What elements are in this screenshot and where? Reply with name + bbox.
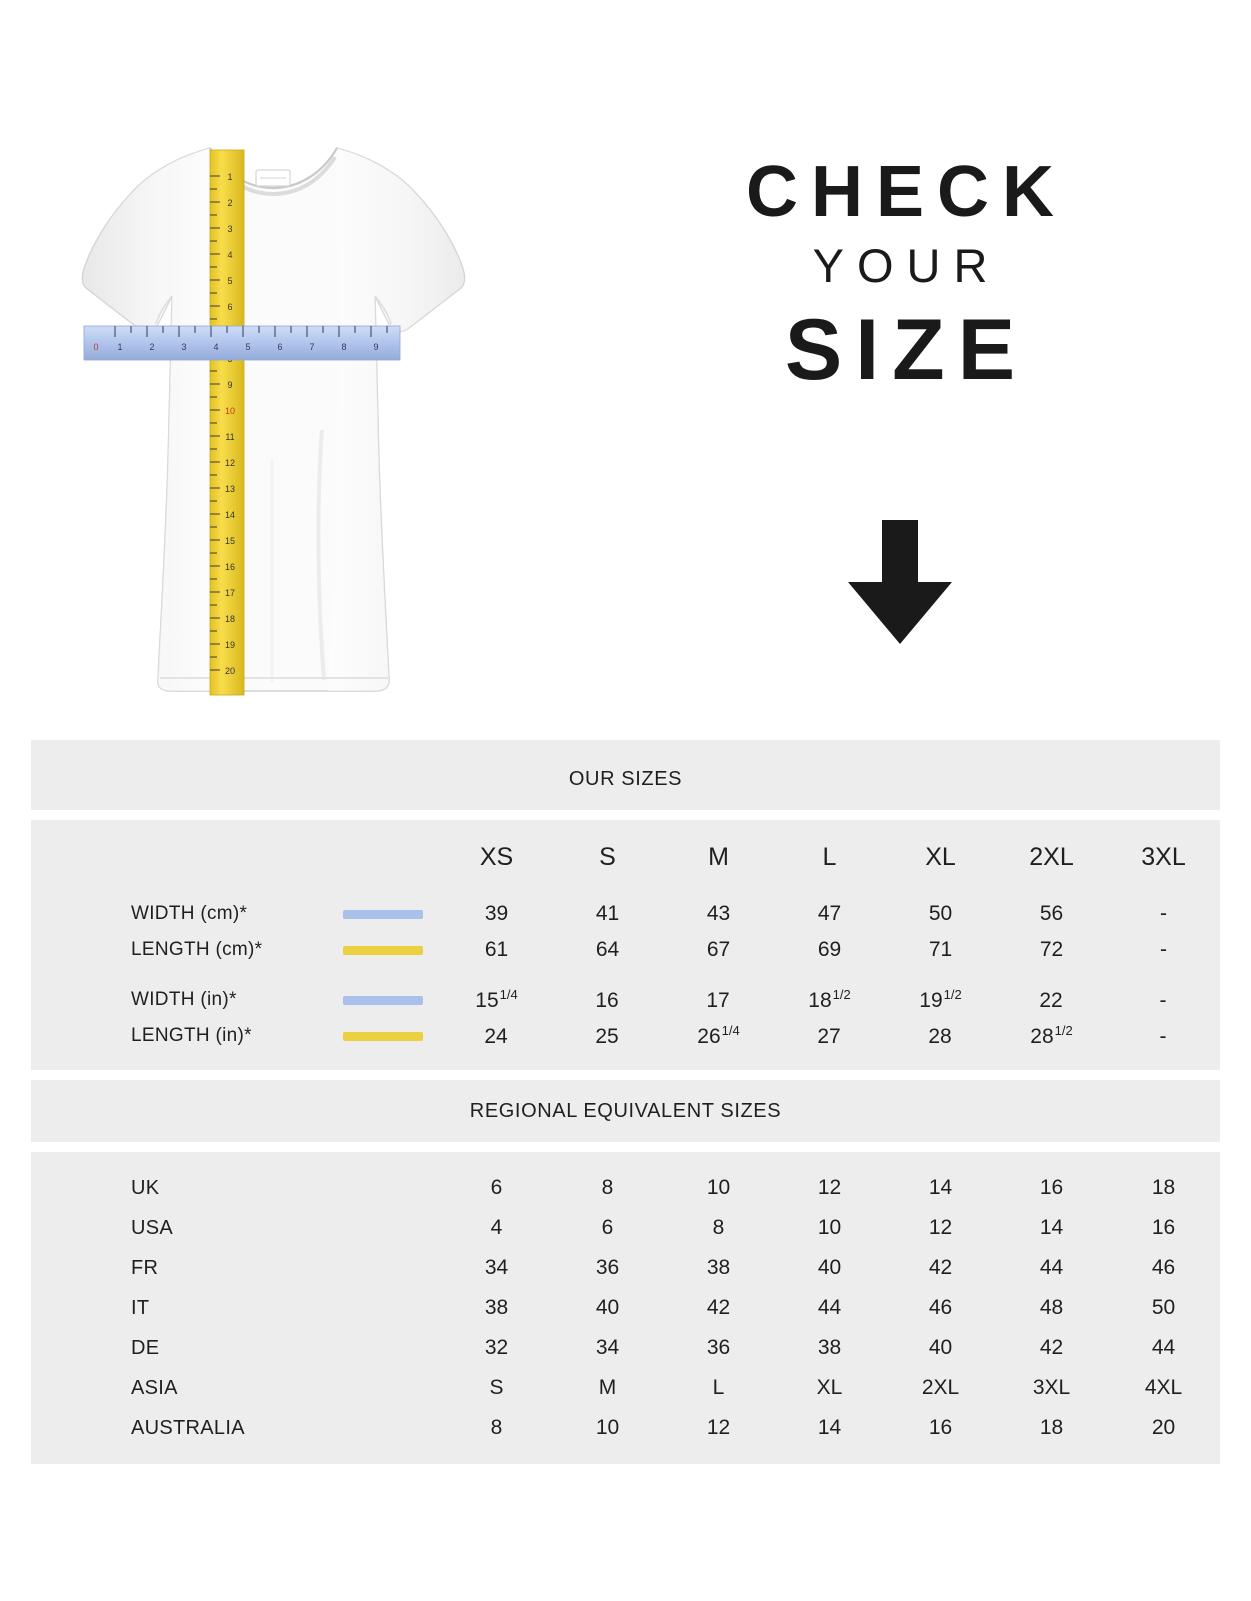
length-swatch-icon [343,946,423,955]
cell-length-in-m [663,1018,774,1054]
cell-fr-3xl: 46 [1107,1248,1220,1288]
svg-text:17: 17 [224,588,236,598]
cell-usa-xl: 12 [885,1208,996,1248]
svg-text:19: 19 [224,640,236,650]
cell-de-3xl: 44 [1107,1328,1220,1368]
svg-text:6: 6 [227,302,233,312]
svg-text:10: 10 [224,406,236,416]
cell-usa-xs: 4 [441,1208,552,1248]
cell-usa-3xl: 16 [1107,1208,1220,1248]
cell-australia-l: 14 [774,1408,885,1448]
table-row [31,1328,1220,1368]
cell-width-in-xl [885,982,996,1018]
headline-line-2: YOUR [812,238,1001,292]
cell-value: 27 [817,1025,841,1048]
size-table [31,740,1220,1464]
cell-value: - [1159,1025,1167,1048]
svg-text:4: 4 [227,250,233,260]
divider-row [31,1070,1220,1080]
size-header-xl: XL [885,820,996,880]
cell-asia-m: L [663,1368,774,1408]
cell-value: 24 [484,1025,508,1048]
cell-australia-xs: 8 [441,1408,552,1448]
size-header-row [31,820,1220,880]
tshirt-svg [60,130,490,710]
table-row [31,1288,1220,1328]
cell-width-in-m [663,982,774,1018]
cell-it-m: 42 [663,1288,774,1328]
table-row [31,932,1220,968]
our-sizes-title-row [31,748,1220,810]
table-row [31,1168,1220,1208]
cell-fr-s: 36 [552,1248,663,1288]
cell-value: 15 [475,989,499,1012]
svg-text:5: 5 [227,276,233,286]
headline-line-1: CHECK [745,152,1067,232]
cell-length-cm-xs: 61 [441,932,552,968]
cell-width-cm-m: 43 [663,896,774,932]
table-row [31,1368,1220,1408]
svg-text:9: 9 [227,380,233,390]
cell-de-m: 36 [663,1328,774,1368]
svg-text:16: 16 [224,562,236,572]
cell-fr-m: 38 [663,1248,774,1288]
table-row [31,982,1220,1018]
our-sizes-title: OUR SIZES [31,748,1220,810]
svg-text:2: 2 [149,342,155,352]
svg-text:4: 4 [213,342,219,352]
row-label-width-in [31,982,441,1018]
cell-asia-xl: 2XL [885,1368,996,1408]
cell-length-in-xs [441,1018,552,1054]
size-header-2xl: 2XL [996,820,1107,880]
svg-text:18: 18 [224,614,236,624]
regional-title-row [31,1080,1220,1142]
cell-usa-2xl: 14 [996,1208,1107,1248]
cell-width-in-2xl [996,982,1107,1018]
cell-asia-xs: S [441,1368,552,1408]
cell-it-3xl: 50 [1107,1288,1220,1328]
size-header-m: M [663,820,774,880]
cell-width-cm-xl: 50 [885,896,996,932]
width-swatch-icon [343,910,423,919]
cell-it-s: 40 [552,1288,663,1328]
cell-australia-xl: 16 [885,1408,996,1448]
table-row [31,1408,1220,1448]
cell-length-cm-l: 69 [774,932,885,968]
cell-usa-m: 8 [663,1208,774,1248]
svg-text:9: 9 [373,342,379,352]
cell-uk-m: 10 [663,1168,774,1208]
cell-it-2xl: 48 [996,1288,1107,1328]
svg-text:15: 15 [224,536,236,546]
row-label-text: LENGTH (cm)* [131,939,263,960]
svg-text:5: 5 [245,342,251,352]
row-label-fr: FR [31,1248,441,1288]
cell-value: 19 [919,989,943,1012]
cell-width-in-l [774,982,885,1018]
svg-text:12: 12 [224,458,236,468]
cell-width-cm-s: 41 [552,896,663,932]
size-chart [31,740,1220,1464]
size-header-3xl: 3XL [1107,820,1220,880]
cell-length-in-3xl [1107,1018,1220,1054]
cell-asia-2xl: 3XL [996,1368,1107,1408]
cell-it-l: 44 [774,1288,885,1328]
svg-text:8: 8 [341,342,347,352]
cell-uk-l: 12 [774,1168,885,1208]
svg-text:3: 3 [181,342,187,352]
svg-text:0: 0 [93,342,99,352]
cell-fr-xl: 42 [885,1248,996,1288]
cell-value: 28 [1030,1025,1054,1048]
svg-text:13: 13 [224,484,236,494]
row-label-de: DE [31,1328,441,1368]
cell-de-xs: 32 [441,1328,552,1368]
cell-fraction: 1/4 [499,987,518,1002]
cell-de-l: 38 [774,1328,885,1368]
arrow-down-icon [840,520,960,645]
svg-text:14: 14 [224,510,236,520]
cell-value: 26 [697,1025,721,1048]
cell-australia-2xl: 18 [996,1408,1107,1448]
length-swatch-icon [343,1032,423,1041]
svg-text:3: 3 [227,224,233,234]
cell-width-in-xs [441,982,552,1018]
cell-de-xl: 40 [885,1328,996,1368]
tshirt-illustration [60,130,490,710]
cell-value: 22 [1039,989,1063,1012]
cell-length-cm-3xl: - [1107,932,1220,968]
row-label-width-cm [31,896,441,932]
cell-length-in-xl [885,1018,996,1054]
cell-length-cm-s: 64 [552,932,663,968]
row-label-text: WIDTH (cm)* [131,903,248,924]
cell-it-xl: 46 [885,1288,996,1328]
cell-fr-xs: 34 [441,1248,552,1288]
cell-uk-3xl: 18 [1107,1168,1220,1208]
cell-australia-3xl: 20 [1107,1408,1220,1448]
svg-text:7: 7 [309,342,315,352]
table-row [31,1018,1220,1054]
hero-section [0,0,1251,740]
divider-row [31,1142,1220,1152]
cell-usa-l: 10 [774,1208,885,1248]
cell-width-in-3xl [1107,982,1220,1018]
cell-length-in-s [552,1018,663,1054]
cell-value: 28 [928,1025,952,1048]
cell-asia-s: M [552,1368,663,1408]
cell-length-cm-xl: 71 [885,932,996,968]
page-title [620,152,1180,400]
cell-length-cm-m: 67 [663,932,774,968]
svg-text:11: 11 [225,432,235,442]
size-header-l: L [774,820,885,880]
row-label-uk: UK [31,1168,441,1208]
cell-asia-l: XL [774,1368,885,1408]
headline-line-3: SIZE [784,302,1029,399]
cell-fraction: 1/2 [832,987,851,1002]
divider-row [31,810,1220,820]
table-row [31,896,1220,932]
cell-fraction: 1/2 [943,987,962,1002]
cell-uk-xl: 14 [885,1168,996,1208]
svg-text:1: 1 [117,342,123,352]
cell-australia-s: 10 [552,1408,663,1448]
cell-width-cm-xs: 39 [441,896,552,932]
svg-text:2: 2 [227,198,233,208]
cell-fraction: 1/4 [721,1023,740,1038]
cell-uk-2xl: 16 [996,1168,1107,1208]
svg-text:6: 6 [277,342,283,352]
row-label-asia: ASIA [31,1368,441,1408]
row-label-text: LENGTH (in)* [131,1025,252,1046]
size-header-s: S [552,820,663,880]
cell-fr-2xl: 44 [996,1248,1107,1288]
cell-width-cm-3xl: - [1107,896,1220,932]
width-swatch-icon [343,996,423,1005]
cell-width-cm-l: 47 [774,896,885,932]
cell-de-2xl: 42 [996,1328,1107,1368]
cell-australia-m: 12 [663,1408,774,1448]
row-label-australia: AUSTRALIA [31,1408,441,1448]
svg-text:1: 1 [227,172,233,182]
row-label-it: IT [31,1288,441,1328]
svg-text:20: 20 [224,666,236,676]
cell-value: 25 [595,1025,619,1048]
cell-value: - [1159,989,1167,1012]
cell-de-s: 34 [552,1328,663,1368]
table-row [31,1248,1220,1288]
cell-it-xs: 38 [441,1288,552,1328]
shirt-body [82,148,464,691]
regional-sizes-title: REGIONAL EQUIVALENT SIZES [31,1080,1220,1142]
table-row [31,1208,1220,1248]
cell-uk-xs: 6 [441,1168,552,1208]
cell-asia-3xl: 4XL [1107,1368,1220,1408]
cell-length-cm-2xl: 72 [996,932,1107,968]
row-label-length-in [31,1018,441,1054]
size-header-xs: XS [441,820,552,880]
cell-fr-l: 40 [774,1248,885,1288]
vertical-measuring-tape [210,150,244,695]
cell-width-in-s [552,982,663,1018]
row-label-usa: USA [31,1208,441,1248]
row-label-text: WIDTH (in)* [131,989,237,1010]
cell-length-in-l [774,1018,885,1054]
cell-width-cm-2xl: 56 [996,896,1107,932]
cell-usa-s: 6 [552,1208,663,1248]
cell-value: 17 [706,989,730,1012]
cell-fraction: 1/2 [1054,1023,1073,1038]
down-arrow [620,520,1180,645]
horizontal-measuring-tape [84,326,400,360]
cell-value: 16 [595,989,619,1012]
cell-length-in-2xl [996,1018,1107,1054]
row-label-length-cm [31,932,441,968]
cell-uk-s: 8 [552,1168,663,1208]
cell-value: 18 [808,989,832,1012]
